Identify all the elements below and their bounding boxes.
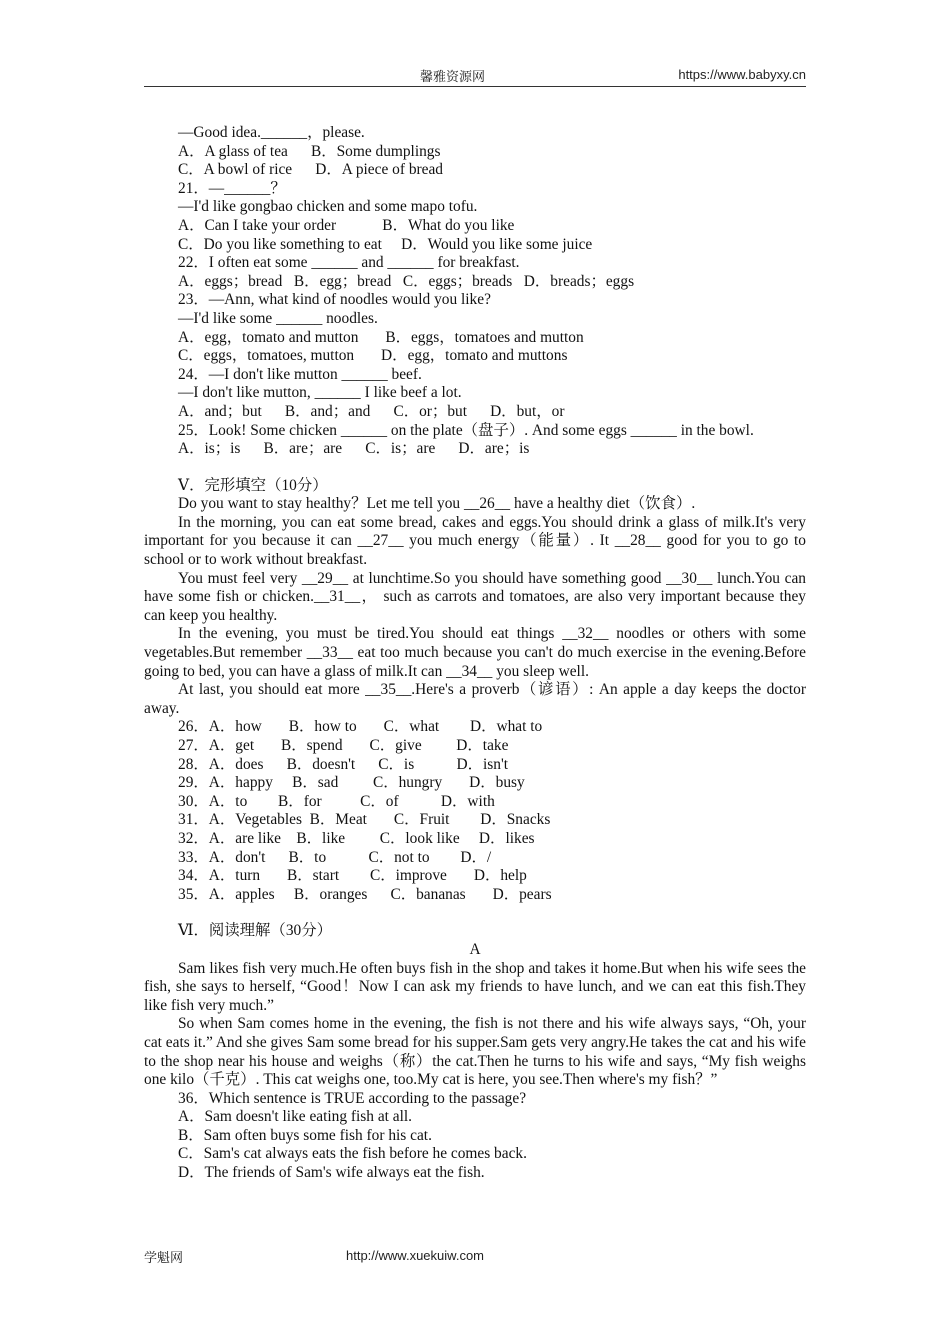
q21-options-cd: C．Do you like something to eat D．Would you like some juice — [178, 235, 593, 253]
cloze-option-26: 26．A．how B．how to C．what D．what to — [178, 718, 543, 736]
footer-site-name: 学魁网 — [144, 1251, 184, 1266]
q36-choice-b: B．Sam often buys some fish for his cat. — [178, 1126, 432, 1144]
q24-stem: 24．—I don't like mutton ______ beef. — [178, 365, 422, 383]
reading-paragraph-1: Sam likes fish very much.He often buys fish in the shop and takes it home.But when his wife sees the fish, she says to herself, “Good！Now I can ask my friends to have lunch, and we can eat this fish.They like fish very much.” — [144, 959, 806, 1014]
q21-options-ab: A．Can I take your order B．What do you like — [178, 216, 515, 234]
section-5-title: Ⅴ．完形填空（10分） — [178, 476, 328, 494]
document-body — [144, 124, 806, 1183]
cloze-paragraph-1: Do you want to stay healthy？Let me tell you __26__ have a healthy diet（饮食）. — [178, 495, 696, 513]
q24-options: A．and；but B．and；and C．or；but D．but，or — [178, 402, 565, 420]
cloze-option-30: 30．A．to B．for C．of D．with — [178, 792, 495, 810]
q20-options-ab: A．A glass of tea B．Some dumplings — [178, 142, 441, 160]
reading-paragraph-2: So when Sam comes home in the evening, the fish is not there and his wife always says, “Oh, your cat eats it.” And she gives Sam some bread for his supper.Sam gets very angry.He takes the cat and his wife to the shop near his house and weighs（称）the cat.Then he turns to his wife and says, “My fish weighs one kilo（千克）. This cat weighs one, too.My cat is here, you see.Then where's my fish？” — [144, 1015, 806, 1089]
cloze-paragraph-2: In the morning, you can eat some bread, cakes and eggs.You should drink a glass of milk.It's very important for you because it can __27__ you much energy（能量）. It __28__ good for you to go to school or to work without breakfast. — [144, 513, 806, 569]
cloze-paragraph-3: You must feel very __29__ at lunchtime.So you should have something good __30__ lunch.You can have some fish or chicken.__31__， such as carrots and tomatoes, are also very important because they can keep you healthy. — [144, 569, 806, 624]
cloze-paragraph-5: At last, you should eat more __35__.Here's a proverb（谚语）: An apple a day keeps the doctor away. — [144, 681, 806, 717]
cloze-paragraph-4: In the evening, you must be tired.You should eat things __32__ noodles or others with some vegetables.But remember __33__ eat too much because you can't do much exercise in the evening.Before going to bed, you can have a glass of milk.It can __34__ you sleep well. — [144, 625, 806, 680]
q23-response: —I'd like some ______ noodles. — [178, 309, 378, 327]
q36-choice-d: D．The friends of Sam's wife always eat the fish. — [178, 1164, 485, 1182]
cloze-option-29: 29．A．happy B．sad C．hungry D．busy — [178, 774, 525, 792]
q36-choice-c: C．Sam's cat always eats the fish before he comes back. — [178, 1145, 527, 1163]
cloze-option-28: 28．A．does B．doesn't C．is D．isn't — [178, 755, 509, 773]
q22-options: A．eggs；bread B．egg；bread C．eggs；breads D．breads；eggs — [178, 272, 635, 290]
section-6-title: Ⅵ．阅读理解（30分） — [178, 922, 332, 940]
q23-options-ab: A．egg，tomato and mutton B．eggs，tomatoes and mutton — [178, 328, 584, 346]
header-rule — [144, 86, 806, 87]
header-url: https://www.babyxy.cn — [678, 67, 806, 82]
cloze-option-35: 35．A．apples B．oranges C．bananas D．pears — [178, 885, 552, 903]
footer-url: http://www.xuekuiw.com — [346, 1248, 484, 1263]
q25-options: A．is；is B．are；are C．is；are D．are；is — [178, 440, 530, 458]
cloze-option-32: 32．A．are like B．like C．look like D．likes — [178, 829, 535, 847]
q24-response: —I don't like mutton, ______ I like beef a lot. — [178, 384, 462, 402]
q21-stem: 21．—______？ — [178, 179, 286, 197]
q25-stem: 25．Look! Some chicken ______ on the plate（盘子）. And some eggs ______ in the bowl. — [178, 421, 754, 439]
passage-label: A — [469, 940, 481, 958]
q21-response: —I'd like gongbao chicken and some mapo tofu. — [178, 198, 478, 216]
q23-stem: 23．—Ann, what kind of noodles would you like? — [178, 291, 491, 309]
q23-options-cd: C．eggs，tomatoes, mutton D．egg，tomato and muttons — [178, 347, 568, 365]
cloze-option-31: 31．A．Vegetables B．Meat C．Fruit D．Snacks — [178, 811, 551, 829]
q36-stem: 36．Which sentence is TRUE according to the passage? — [178, 1089, 527, 1107]
q20-response: —Good idea.______，please. — [178, 124, 365, 141]
cloze-option-33: 33．A．don't B．to C．not to D．/ — [178, 848, 492, 866]
q20-options-cd: C．A bowl of rice D．A piece of bread — [178, 161, 443, 179]
cloze-option-27: 27．A．get B．spend C．give D．take — [178, 737, 509, 754]
q36-choice-a: A．Sam doesn't like eating fish at all. — [178, 1108, 413, 1126]
q22-stem: 22．I often eat some ______ and ______ for breakfast. — [178, 254, 520, 272]
header-site-name: 馨雅资源网 — [420, 70, 486, 85]
cloze-option-34: 34．A．turn B．start C．improve D．help — [178, 867, 527, 885]
